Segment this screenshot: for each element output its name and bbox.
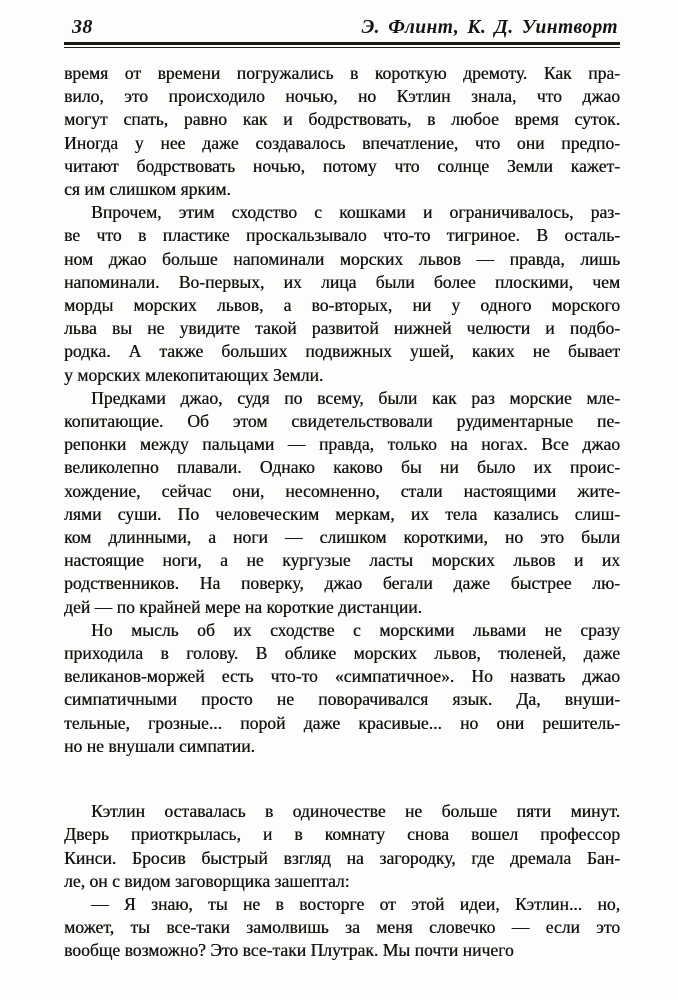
text-line: Иногда у нее даже создавалось впечатление, что они предпо- — [64, 132, 620, 153]
text-line: хождение, сейчас они, несомненно, стали настоящими жите- — [64, 480, 620, 501]
page-content — [64, 16, 620, 963]
paragraph — [64, 201, 620, 387]
text-line: льва вы не увидите такой развитой нижней челюсти и подбо- — [64, 318, 620, 339]
paragraph — [64, 62, 620, 201]
text-line: тельные, грозные... порой даже красивые... но они решитель- — [64, 712, 620, 733]
text-line: но не внушали симпатии. — [64, 735, 255, 756]
text-line: репонки между пальцами — правда, только на ногах. Все джао — [64, 434, 620, 455]
text-line: Кэтлин оставалась в одиночестве не больше пяти минут. — [91, 801, 620, 822]
text-line: дей — по крайней мере на короткие дистанции. — [64, 596, 422, 617]
text-line: ве что в пластике проскальзывало что-то тигриное. В осталь- — [64, 225, 620, 246]
text-line: вило, это происходило ночью, но Кэтлин знала, что джао — [64, 86, 620, 107]
page-number: 38 — [72, 16, 93, 38]
text-line: приходила в голову. В облике морских львов, тюленей, даже — [64, 643, 620, 664]
text-line: напоминали. Во-первых, их лица были более плоскими, чем — [64, 271, 620, 292]
running-header — [64, 16, 620, 39]
text-line: Впрочем, этим сходство с кошками и ограничивалось, раз- — [91, 202, 620, 223]
text-line: Но мысль об их сходстве с морскими львами не сразу — [91, 619, 620, 640]
text-line: ном джао больше напоминали морских львов — правда, лишь — [64, 248, 620, 269]
paragraph — [64, 387, 620, 619]
text-line: могут спать, равно как и бодрствовать, в любое время суток. — [64, 109, 620, 130]
text-line: Предками джао, судя по всему, были как раз морские мле- — [91, 387, 620, 408]
paragraph — [64, 893, 620, 963]
text-line: родственников. На поверку, джао бегали даже быстрее лю- — [64, 573, 620, 594]
header-rule-divider — [64, 42, 620, 48]
text-line: ле, он с видом заговорщика зашептал: — [64, 870, 350, 891]
text-line: может, ты все-таки замолвишь за меня словечко — если это — [64, 917, 620, 938]
text-line: симпатичными просто не поворачивался язык. Да, внуши- — [64, 689, 620, 710]
text-line: время от времени погружались в короткую дремоту. Как пра- — [64, 63, 620, 83]
running-title: Э. Флинт, К. Д. Уинтворт — [361, 17, 618, 38]
text-line: вообще возможно? Это все-таки Плутрак. Мы почти ничего — [64, 940, 514, 961]
text-line: великолепно плавали. Однако каково бы ни было их проис- — [64, 457, 620, 478]
text-line: копитающие. Об этом свидетельствовали рудиментарные пе- — [64, 411, 620, 432]
page-body — [64, 62, 620, 963]
text-line: читают бодрствовать ночью, потому что солнце Земли кажет- — [64, 155, 620, 176]
text-line: морды морских львов, а во-вторых, ни у одного морского — [64, 295, 620, 316]
text-line: Дверь приоткрылась, и в комнату снова вошел профессор — [64, 824, 620, 845]
paragraph — [64, 800, 620, 893]
text-line: — Я знаю, ты не в восторге от этой идеи, Кэтлин... но, — [91, 893, 620, 914]
text-line: великанов-моржей есть что-то «симпатичное». Но назвать джао — [64, 666, 620, 687]
text-line: Кинси. Бросив быстрый взгляд на загородку, где дремала Бан- — [64, 847, 620, 868]
text-line: настоящие ноги, а не кургузые ласты морских львов и их — [64, 550, 620, 571]
text-line: ком длинными, а ноги — слишком короткими, но это были — [64, 527, 620, 548]
text-line: лями суши. По человеческим меркам, их тела казались слиш- — [64, 503, 620, 524]
paragraph — [64, 619, 620, 758]
text-line: ся им слишком ярким. — [64, 179, 231, 200]
text-line: родка. А также больших подвижных ушей, каких не бывает — [64, 341, 620, 362]
text-line: у морских млекопитающих Земли. — [64, 364, 324, 385]
